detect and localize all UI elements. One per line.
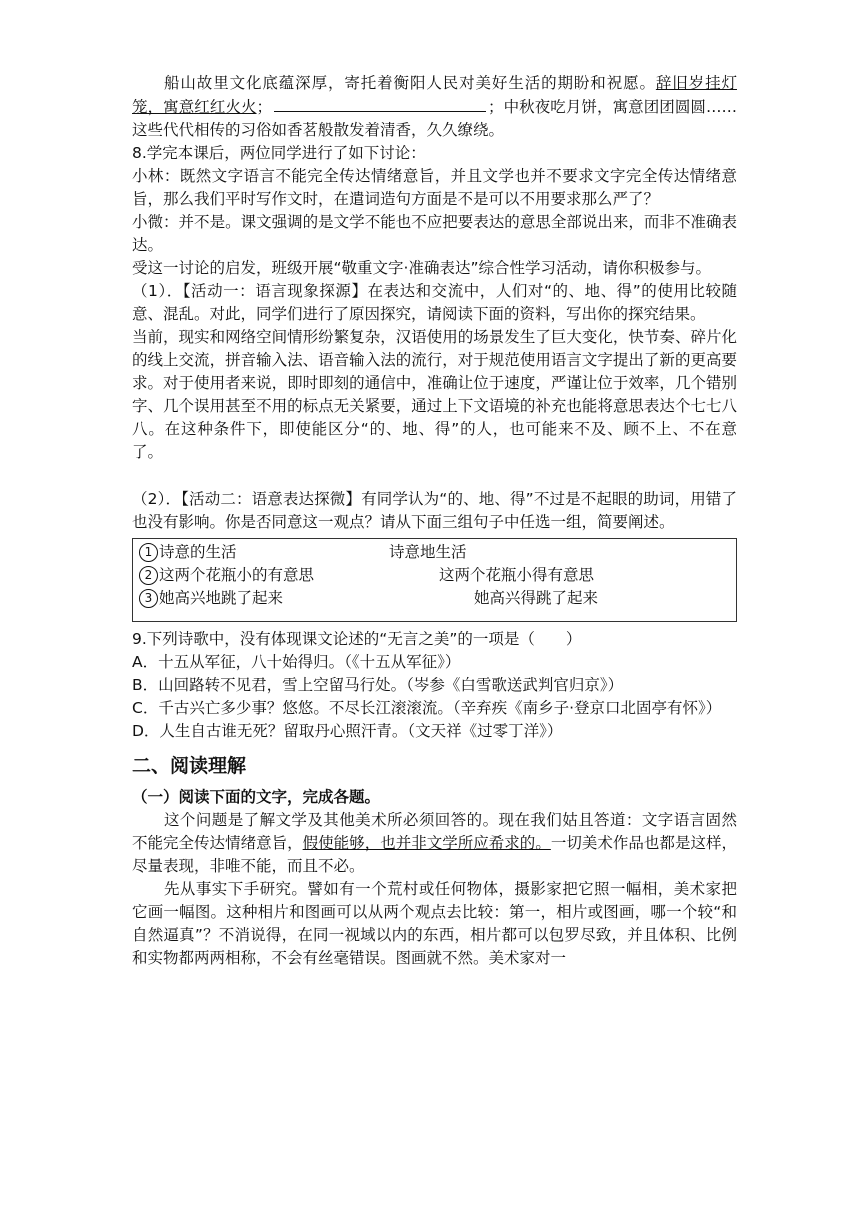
text: ；中秋夜吃月饼，寓意团团圆圆……这些代代相传的习俗如香茗般散发着清香，久久缭绕。	[132, 98, 737, 139]
sentence-b: 这两个花瓶小得有意思	[439, 566, 595, 584]
dialogue-lin: 小林：既然文字语言不能完全传达情绪意旨，并且文学也并不要求文字完全传达情绪意旨，那么我们平时写作文时，在遣词造句方面是不是可以不用要求那么严了？	[132, 167, 737, 208]
sentence-a-text: 诗意的生活	[159, 543, 237, 561]
question-8-title: 8.学完本课后，两位同学进行了如下讨论：	[132, 144, 426, 162]
text: 一切美术作品也都是这样，尽量表现，非唯不能，而且不必。	[132, 834, 737, 875]
underlined-text: 假使能够，也并非文学所应希求的。	[302, 834, 551, 852]
activity-1: （1）．【活动一：语言现象探源】在表达和交流中，人们对“的、地、得”的使用比较随意、混乱。对此，同学们进行了原因探究，请阅读下面的资料，写出你的探究结果。	[132, 282, 737, 323]
activity-intro: 受这一讨论的启发，班级开展“敬重文字·准确表达”综合性学习活动，请你积极参与。	[132, 259, 711, 277]
sentence-a-text: 这两个花瓶小的有意思	[159, 566, 315, 584]
question-9-title: 9.下列诗歌中，没有体现课文论述的“无言之美”的一项是（ ）	[132, 630, 582, 648]
spacer	[132, 464, 737, 488]
activity-2: （2）．【活动二：语意表达探微】有同学认为“的、地、得”不过是不起眼的助词，用错了也没有影响。你是否同意这一观点？请从下面三组句子中任选一组，简要阐述。	[132, 490, 737, 531]
reading-paragraph-1	[132, 809, 737, 878]
text: ；	[256, 98, 273, 116]
sentence-a	[139, 587, 474, 610]
reading-paragraph-2: 先从事实下手研究。譬如有一个荒村或任何物体，摄影家把它照一幅相，美术家把它画一幅图。这种相片和图画可以从两个观点去比较：第一，相片或图画，哪一个较“和自然逼真”？不消说得，在同一视域以内的东西，相片都可以包罗尽致，并且体积、比例和实物都两两相称，不会有丝毫错误。图画就不然。美术家对一	[132, 880, 737, 967]
option-d: D．人生自古谁无死？留取丹心照汗青。（文天祥《过零丁洋》）	[132, 722, 563, 740]
text: 船山故里文化底蕴深厚，寄托着衡阳人民对美好生活的期盼和祝愿。	[164, 74, 656, 92]
sentence-pair-2	[139, 564, 730, 587]
circled-number: 1	[139, 543, 158, 562]
section-heading: 二、阅读理解	[132, 755, 247, 777]
option-c: C．千古兴亡多少事？悠悠。不尽长江滚滚流。（辛弃疾《南乡子·登京口北固亭有怀》）	[132, 699, 722, 717]
sentence-a-text: 她高兴地跳了起来	[159, 589, 284, 607]
document-content	[132, 72, 737, 970]
sentence-a	[139, 541, 389, 564]
circled-number: 3	[139, 589, 158, 608]
underlined-text: 辞旧岁挂灯笼，寓意红红火火	[132, 74, 737, 116]
sentence-b: 她高兴得跳了起来	[474, 589, 599, 607]
text: 这个问题是了解文学及其他美术所必须回答的。现在我们姑且答道：文字语言固然不能完全传达情绪意旨，	[132, 811, 737, 852]
material-text: 当前，现实和网络空间情形纷繁复杂，汉语使用的场景发生了巨大变化，快节奏、碎片化的线上交流，拼音输入法、语音输入法的流行，对于规范使用语言文字提出了新的更高要求。对于使用者来说，即时即刻的通信中，准确让位于速度，严谨让位于效率，几个错别字、几个误用甚至不用的标点无关紧要，通过上下文语境的补充也能将意思表达个七七八八。在这种条件下，即使能区分“的、地、得”的人，也可能来不及、顾不上、不在意了。	[132, 328, 737, 461]
sentence-b: 诗意地生活	[389, 543, 467, 561]
sentence-a	[139, 564, 439, 587]
subsection-heading: （一）阅读下面的文字，完成各题。	[132, 788, 381, 806]
option-b: B．山回路转不见君，雪上空留马行处。（岑参《白雪歌送武判官归京》）	[132, 676, 624, 694]
sentence-pair-1	[139, 541, 730, 564]
sentence-pairs-box	[132, 538, 737, 622]
answer-blank[interactable]	[274, 95, 486, 112]
paragraph-custom	[132, 72, 737, 142]
circled-number: 2	[139, 566, 158, 585]
dialogue-wei: 小微：并不是。课文强调的是文学不能也不应把要表达的意思全部说出来，而非不准确表达。	[132, 213, 737, 254]
sentence-pair-3	[139, 587, 730, 610]
option-a: A．十五从军征，八十始得归。（《十五从军征》）	[132, 653, 461, 671]
